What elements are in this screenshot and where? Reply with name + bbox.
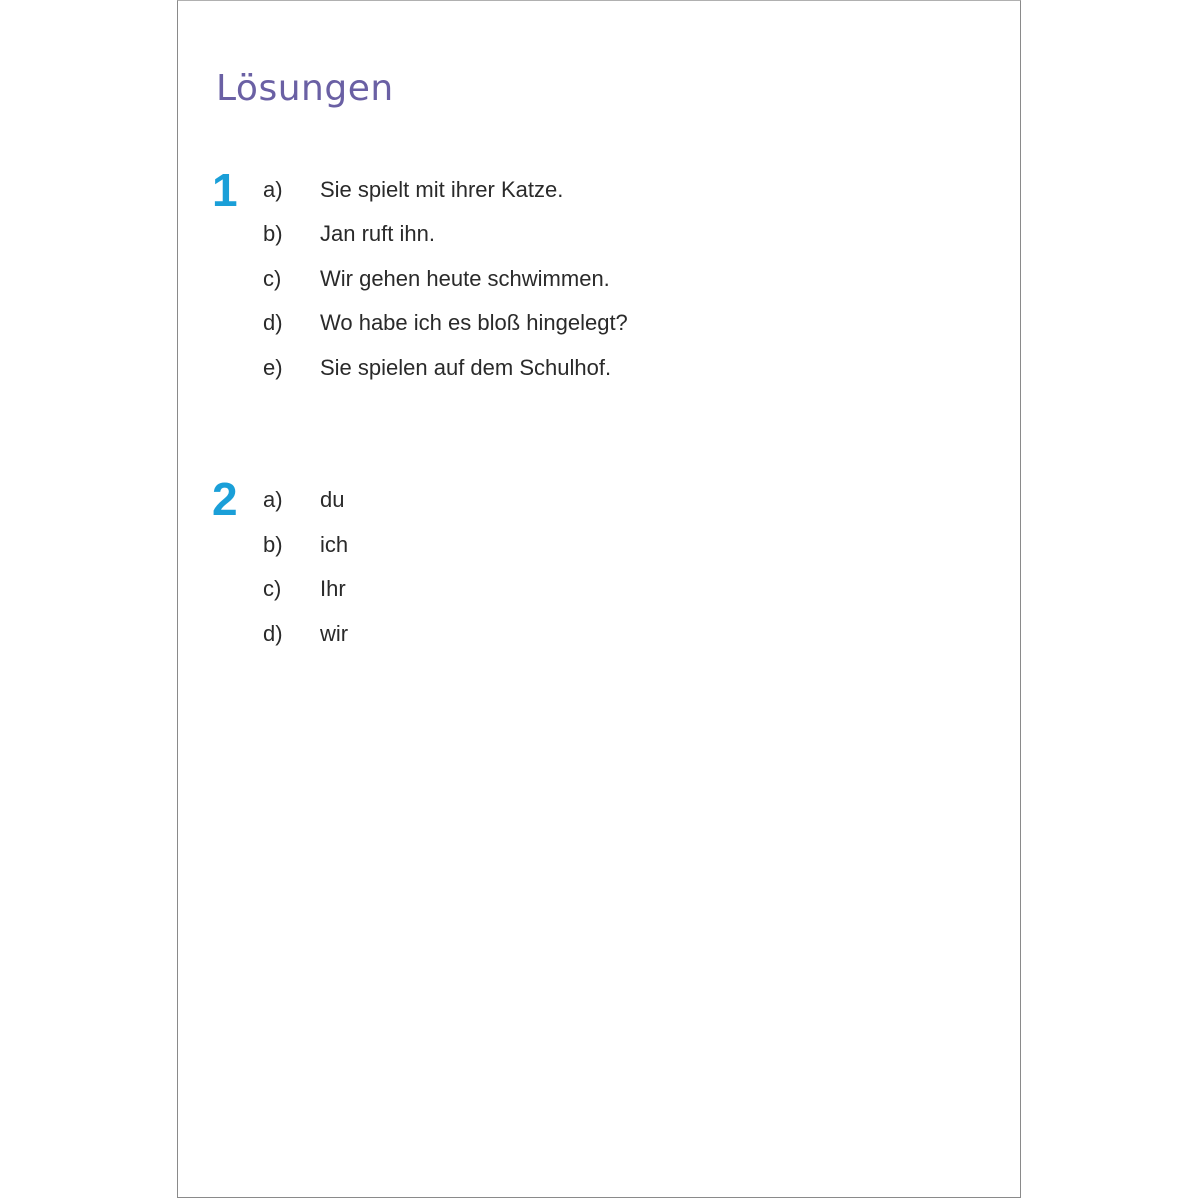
item-label: e) (263, 355, 283, 380)
item-answer: Sie spielt mit ihrer Katze. (320, 177, 564, 202)
document-page (177, 0, 1021, 1198)
item-label: a) (263, 487, 283, 512)
item-answer: Wo habe ich es bloß hingelegt? (320, 310, 628, 335)
item-label: b) (263, 532, 283, 557)
item-answer: Sie spielen auf dem Schulhof. (320, 355, 612, 380)
item-label: a) (263, 177, 283, 202)
item-label: b) (263, 221, 283, 246)
item-answer: du (320, 487, 345, 512)
item-label: d) (263, 310, 283, 335)
section-number: 1 (212, 164, 238, 216)
item-answer: ich (320, 532, 349, 557)
page-title: Lösungen (216, 68, 394, 109)
item-answer: wir (320, 621, 349, 646)
item-label: d) (263, 621, 283, 646)
section-number: 2 (212, 473, 238, 525)
item-label: c) (263, 576, 282, 601)
item-answer: Ihr (320, 576, 346, 601)
item-answer: Wir gehen heute schwimmen. (320, 266, 610, 291)
item-label: c) (263, 266, 282, 291)
item-answer: Jan ruft ihn. (320, 221, 435, 246)
